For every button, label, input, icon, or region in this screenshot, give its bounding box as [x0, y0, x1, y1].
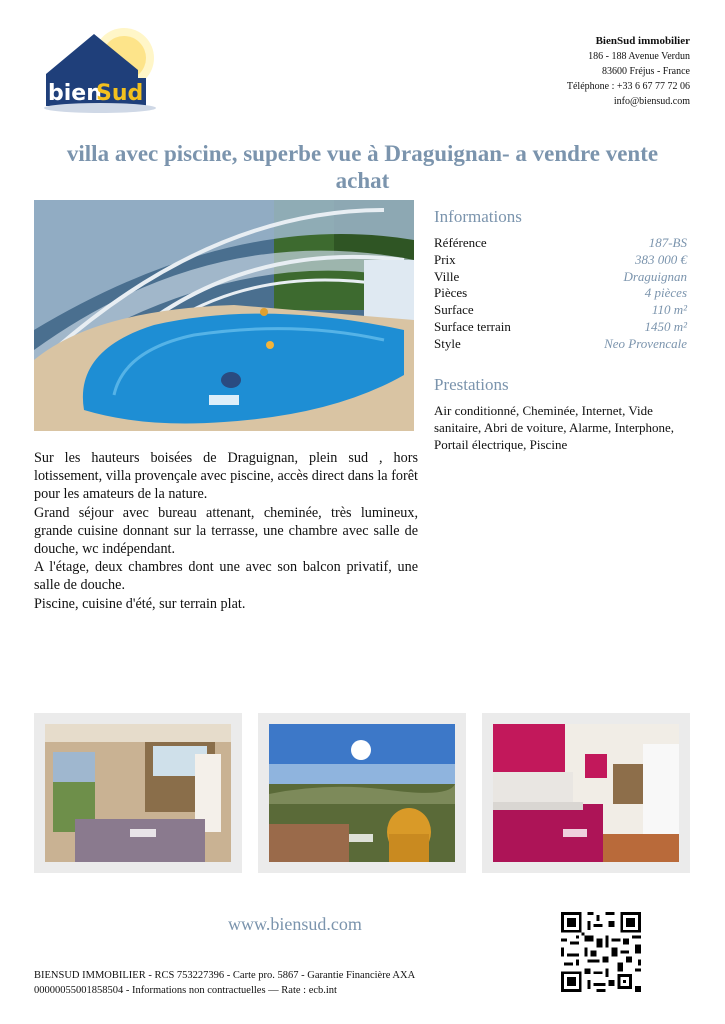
footer-legal: [34, 968, 415, 998]
agency-email[interactable]: info@biensud.com: [613, 96, 690, 107]
info-row-surface: [434, 302, 687, 319]
info-row-rooms: [434, 285, 687, 302]
info-label: Pièces: [434, 285, 468, 301]
agency-phone: Téléphone : +33 6 67 77 72 06: [566, 81, 690, 92]
info-value: 110 m²: [651, 302, 687, 318]
info-row-price: [434, 252, 687, 269]
agency-name: BienSud immobilier: [595, 35, 690, 47]
info-value: 187-BS: [648, 235, 687, 250]
info-label: Ville: [434, 268, 460, 284]
info-label: Style: [434, 335, 461, 351]
info-label: Surface: [434, 302, 474, 318]
info-value: 383 000 €: [635, 251, 687, 267]
bedroom-photo: [45, 724, 231, 862]
agency-address-line1: 186 - 188 Avenue Verdun: [588, 51, 690, 62]
info-label: Référence: [434, 235, 487, 250]
info-label: Surface terrain: [434, 318, 511, 334]
prestations-heading: Prestations: [434, 375, 509, 394]
informations-table: [434, 235, 687, 353]
info-row-reference: [434, 235, 687, 252]
description-paragraph: Piscine, cuisine d'été, sur terrain plat.: [34, 595, 246, 612]
qr-code: [558, 909, 644, 995]
website-link[interactable]: www.biensud.com: [228, 914, 362, 934]
info-value: Draguignan: [623, 268, 687, 284]
description-paragraph: A l'étage, deux chambres dont une avec son balcon privatif, une salle de douche.: [34, 559, 418, 594]
info-row-city: [434, 269, 687, 286]
main-photo-pool: [34, 200, 414, 431]
info-value: Neo Provencale: [604, 335, 687, 351]
info-label: Prix: [434, 251, 456, 267]
logo-word-sud: Sud: [96, 81, 144, 106]
agency-address-line2: 83600 Fréjus - France: [601, 66, 690, 77]
info-value: 4 pièces: [644, 285, 687, 301]
info-value: 1450 m²: [644, 318, 687, 334]
info-row-style: [434, 336, 687, 353]
biensud-logo: [38, 28, 156, 114]
listing-description: [34, 449, 418, 613]
view-photo: [269, 724, 455, 862]
description-paragraph: Sur les hauteurs boisées de Draguignan, plein sud , hors lotissement, villa provençale avec piscine, accès direct dans la forêt pour les amateurs de la nature.: [34, 450, 418, 503]
prestations-list: Air conditionné, Cheminée, Internet, Vide sanitaire, Abri de voiture, Alarme, Interphone, Portail électrique, Piscine: [434, 403, 675, 452]
logo-word-bien: bien: [48, 81, 102, 106]
thumbnail-view[interactable]: [258, 713, 466, 873]
footer-legal-line1: BIENSUD IMMOBILIER - RCS 753227396 - Carte pro. 5867 - Garantie Financière AXA: [34, 970, 416, 981]
footer-legal-line2: 00000055001858504 - Informations non contractuelles — Rate : ecb.int: [34, 985, 337, 996]
kitchen-photo: [493, 724, 679, 862]
thumbnail-bedroom[interactable]: [34, 713, 242, 873]
informations-heading: Informations: [434, 207, 522, 226]
info-row-land-surface: [434, 319, 687, 336]
description-paragraph: Grand séjour avec bureau attenant, cheminée, très lumineux, grande cuisine donnant sur la terrasse, une chambre avec salle de douche, wc indépendant.: [34, 504, 418, 558]
thumbnail-kitchen[interactable]: [482, 713, 690, 873]
agency-contact: [567, 34, 690, 109]
listing-title: villa avec piscine, superbe vue à Draguignan- a vendre vente achat: [66, 141, 659, 193]
